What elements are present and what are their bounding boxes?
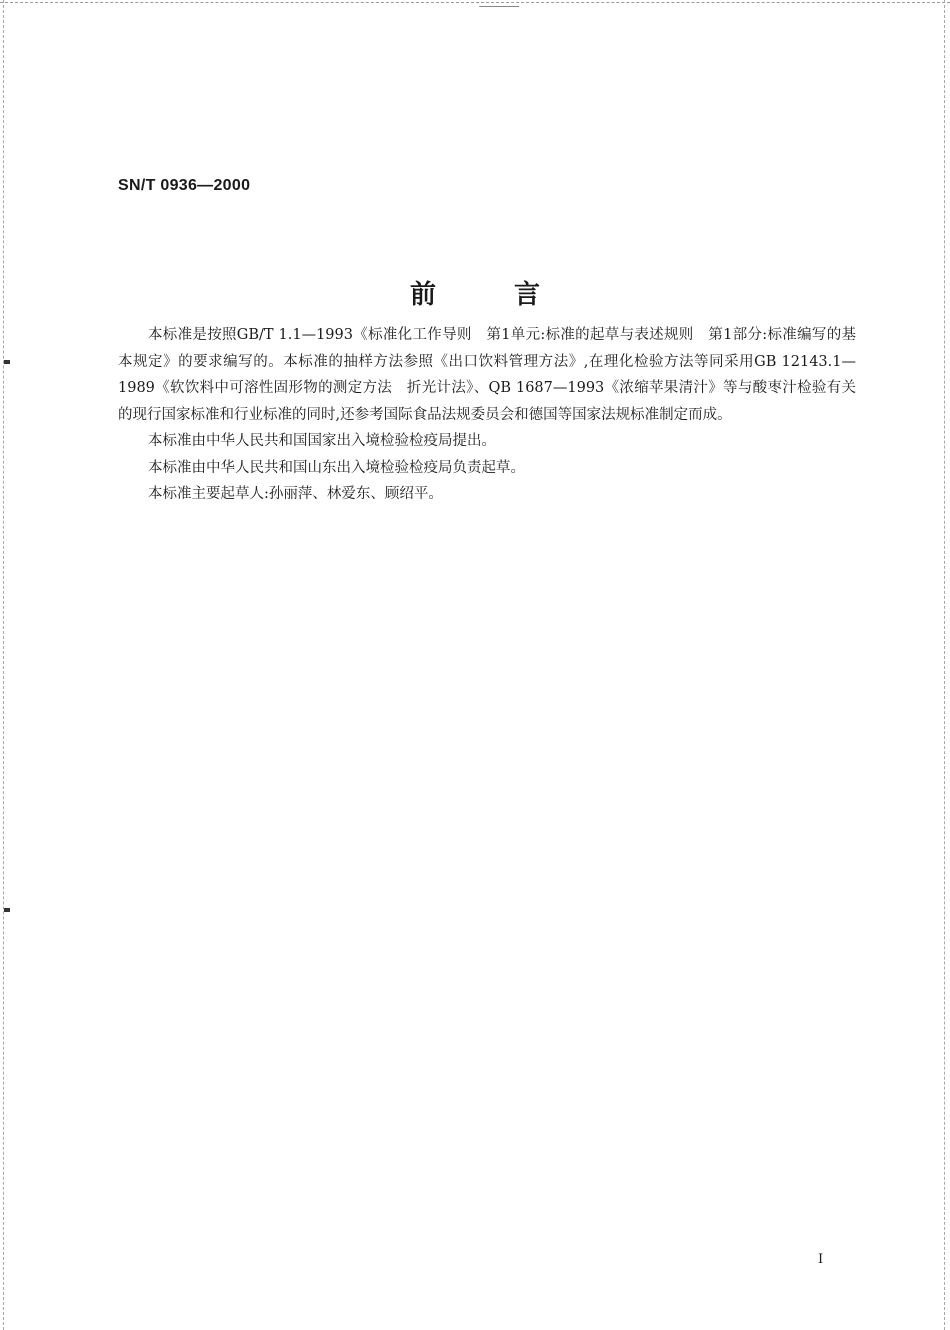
paragraph: 本标准由中华人民共和国国家出入境检验检疫局提出。: [148, 433, 496, 449]
paragraph: 本标准由中华人民共和国山东出入境检验检疫局负责起草。: [148, 459, 525, 476]
scan-border-right: [944, 0, 945, 1330]
foreword-body: [118, 322, 856, 508]
scan-border-top: [0, 2, 950, 3]
page-number: I: [818, 1252, 824, 1267]
scan-tick: [4, 908, 10, 912]
paragraph: 本标准是按照GB/T 1.1—1993《标准化工作导则 第1单元:标准的起草与表述规则 第1部分:标准编写的基本规定》的要求编写的。本标准的抽样方法参照《出口饮料管理方法》,在理化检验方法等同采用GB 12143.1—1989《软饮料中可溶性固形物的测定方法 折光计法》、QB 1687—1993《浓缩苹果清汁》等与酸枣汁检验有关的现行国家标准和行业标准的同时,还参考国际食品法规委员会和德国等国家法规标准制定而成。: [118, 327, 856, 423]
document-code: SN/T 0936—2000: [118, 177, 251, 194]
scan-mark: [479, 3, 521, 7]
section-title-char: 前: [409, 280, 436, 310]
scan-tick: [4, 360, 10, 364]
scan-border-left: [3, 0, 4, 1330]
section-title: [0, 274, 950, 311]
paragraph: 本标准主要起草人:孙丽萍、林爱东、顾绍平。: [148, 486, 443, 502]
section-title-char: 言: [514, 280, 541, 310]
